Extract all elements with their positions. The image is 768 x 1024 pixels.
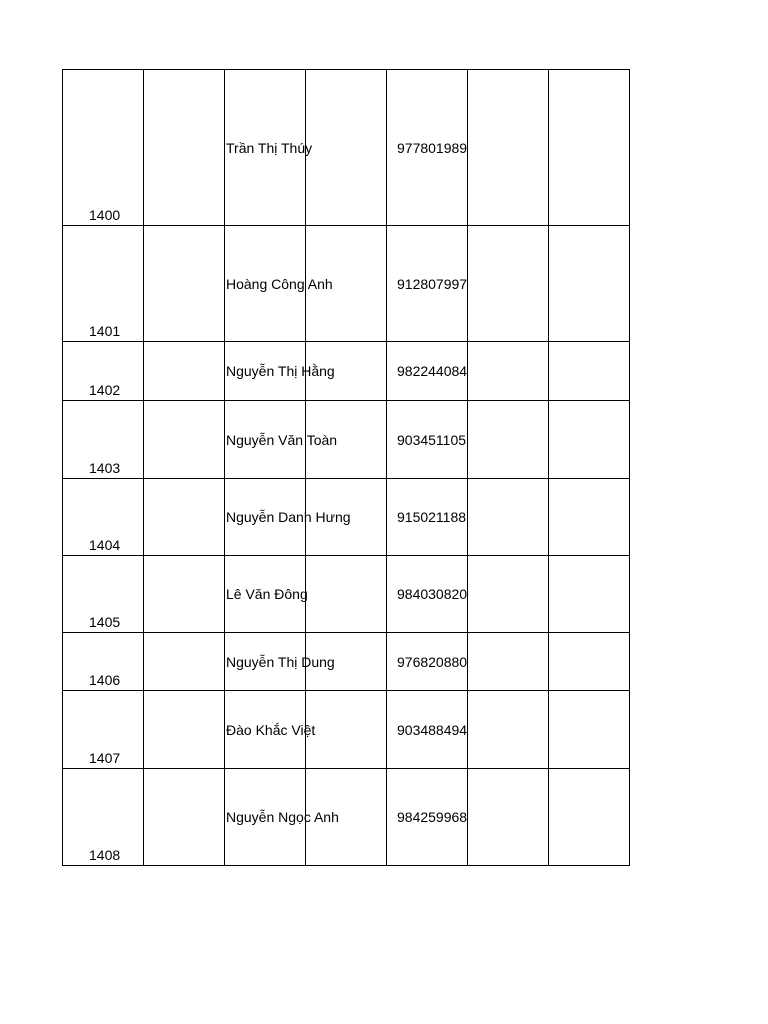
table-cell[interactable]	[468, 70, 549, 226]
table-cell[interactable]	[63, 226, 144, 342]
table-cell[interactable]	[468, 401, 549, 479]
row-number: 1401	[89, 323, 121, 339]
phone-number: 915021188	[397, 509, 467, 525]
table-cell[interactable]	[549, 401, 630, 479]
person-name: Hoàng Công Anh	[226, 275, 333, 292]
table-cell[interactable]	[144, 342, 225, 401]
person-name: Nguyễn Thị Dung	[226, 653, 335, 670]
table-cell[interactable]	[225, 226, 333, 342]
table-cell[interactable]	[387, 70, 468, 226]
table-cell[interactable]	[144, 226, 225, 342]
table-row	[63, 691, 630, 769]
phone-number: 984259968	[397, 809, 468, 825]
table-cell[interactable]	[144, 691, 225, 769]
table-cell[interactable]	[549, 633, 630, 691]
row-number: 1403	[89, 460, 121, 476]
phone-number: 912807997	[397, 275, 468, 292]
table-cell[interactable]	[387, 556, 468, 633]
table-cell[interactable]	[63, 691, 144, 769]
table-cell[interactable]	[468, 633, 549, 691]
table-cell[interactable]	[144, 556, 225, 633]
table-cell[interactable]	[225, 691, 316, 769]
table-row	[63, 479, 630, 556]
table-cell[interactable]	[225, 70, 313, 226]
table-cell[interactable]	[63, 633, 144, 691]
table-cell[interactable]	[306, 691, 387, 769]
table-cell[interactable]	[225, 633, 335, 691]
table-cell[interactable]	[549, 691, 630, 769]
table-cell[interactable]	[225, 769, 339, 866]
table-cell[interactable]	[549, 342, 630, 401]
phone-number: 903488494	[397, 721, 468, 738]
table-cell[interactable]	[387, 226, 468, 342]
table-cell[interactable]	[468, 479, 549, 556]
person-name: Đào Khắc Việt	[226, 721, 316, 738]
table-body	[63, 70, 630, 866]
table-cell[interactable]	[387, 691, 468, 769]
table-row	[63, 342, 630, 401]
person-name: Nguyễn Thị Hằng	[226, 363, 335, 379]
row-number: 1405	[89, 614, 121, 630]
table-cell[interactable]	[549, 70, 630, 226]
table-row	[63, 226, 630, 342]
table-cell[interactable]	[225, 556, 306, 633]
table-row	[63, 556, 630, 633]
table-cell[interactable]	[144, 769, 225, 866]
table-cell[interactable]	[549, 479, 630, 556]
table-cell[interactable]	[63, 556, 144, 633]
table-cell[interactable]	[63, 769, 144, 866]
table-cell[interactable]	[387, 479, 468, 556]
table-cell[interactable]	[144, 70, 225, 226]
phone-number: 984030820	[397, 586, 468, 602]
table-cell[interactable]	[63, 342, 144, 401]
table-cell[interactable]	[387, 401, 468, 479]
table-cell[interactable]	[468, 691, 549, 769]
phone-number: 982244084	[397, 363, 468, 379]
table-cell[interactable]	[225, 342, 335, 401]
data-table	[62, 69, 630, 866]
table-cell[interactable]	[468, 556, 549, 633]
person-name: Trần Thị Thúy	[226, 139, 313, 156]
person-name: Nguyễn Danh Hưng	[226, 509, 351, 525]
table-cell[interactable]	[225, 479, 351, 556]
table-cell[interactable]	[63, 479, 144, 556]
table-cell[interactable]	[63, 401, 144, 479]
table-cell[interactable]	[387, 633, 468, 691]
table-row	[63, 401, 630, 479]
table-cell[interactable]	[63, 70, 144, 226]
table-cell[interactable]	[468, 769, 549, 866]
table-cell[interactable]	[144, 401, 225, 479]
row-number: 1404	[89, 537, 121, 553]
phone-number: 977801989	[397, 139, 468, 156]
person-name: Nguyễn Văn Toàn	[226, 431, 338, 448]
row-number: 1406	[89, 672, 121, 688]
table-cell[interactable]	[549, 226, 630, 342]
table-row	[63, 633, 630, 691]
table-cell[interactable]	[387, 342, 468, 401]
row-number: 1408	[89, 847, 121, 863]
table-cell[interactable]	[306, 556, 387, 633]
row-number: 1407	[89, 750, 121, 766]
table-row	[63, 70, 630, 226]
table-cell[interactable]	[144, 479, 225, 556]
table-cell[interactable]	[549, 556, 630, 633]
table-cell[interactable]	[468, 226, 549, 342]
table-row	[63, 769, 630, 866]
phone-number: 976820880	[397, 653, 468, 670]
table-cell[interactable]	[225, 401, 338, 479]
table-cell[interactable]	[387, 769, 468, 866]
table-cell[interactable]	[306, 70, 387, 226]
person-name: Nguyễn Ngọc Anh	[226, 809, 339, 825]
row-number: 1400	[89, 207, 121, 223]
phone-number: 903451105	[397, 431, 467, 448]
table-cell[interactable]	[144, 633, 225, 691]
person-name: Lê Văn Đông	[226, 586, 308, 602]
table-cell[interactable]	[549, 769, 630, 866]
row-number: 1402	[89, 382, 121, 398]
table-cell[interactable]	[468, 342, 549, 401]
